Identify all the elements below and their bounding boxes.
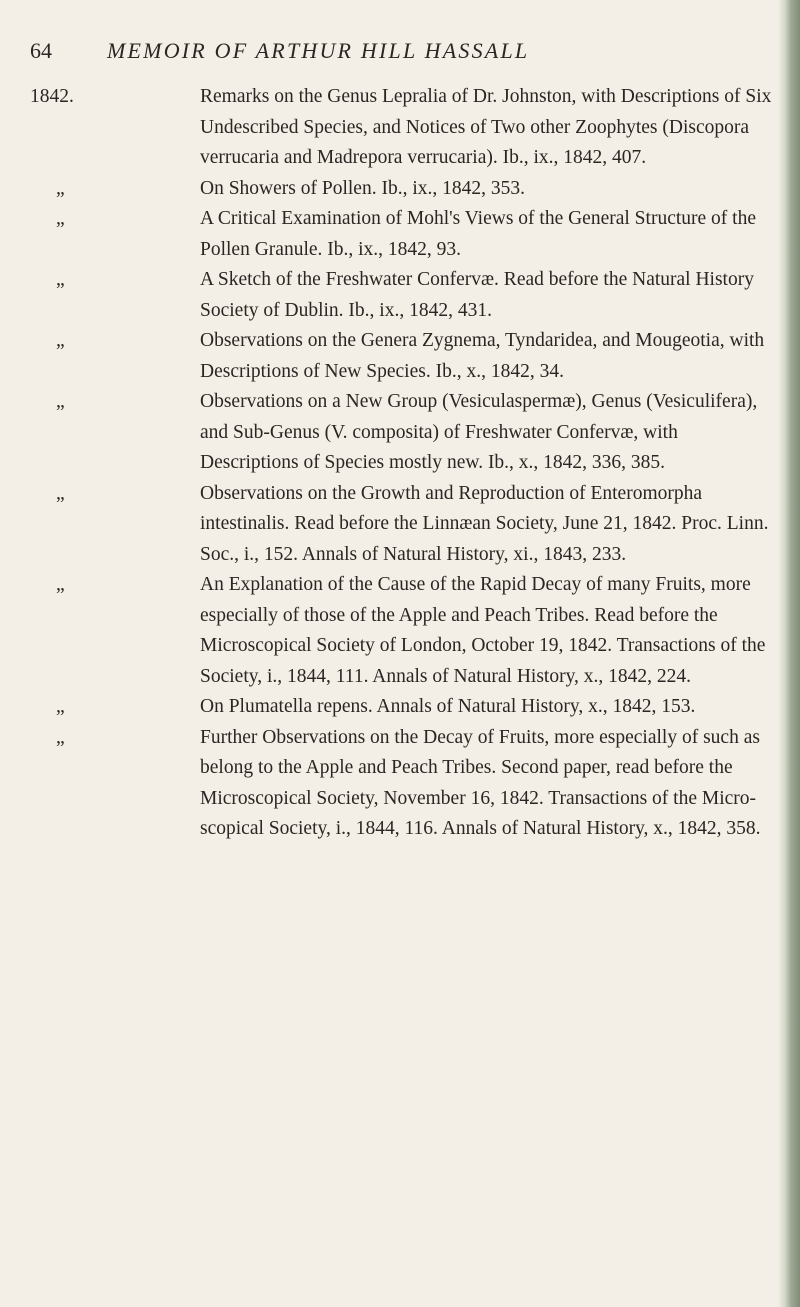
entry-ditto-mark: „ <box>56 269 65 290</box>
bibliography-entry <box>30 723 772 845</box>
entry-ditto-mark: „ <box>56 330 65 351</box>
entry-ditto-mark: „ <box>56 208 65 229</box>
entry-text: A Sketch of the Freshwater Confervæ. Read before the Natural History Society of Dublin. Ib., ix., 1842, 431. <box>200 269 754 321</box>
page-edge <box>778 0 800 1307</box>
entry-text: On Showers of Pollen. Ib., ix., 1842, 353. <box>200 177 525 199</box>
entry-ditto-mark: „ <box>56 574 65 595</box>
bibliography-entry <box>30 479 772 571</box>
entry-ditto-mark: „ <box>56 391 65 412</box>
entry-ditto-mark: „ <box>56 696 65 717</box>
entry-text: Remarks on the Genus Lepralia of Dr. Johnston, with Descriptions of Six Undescribed Species, and Notices of Two other Zoophytes (Discopora verrucaria and Madrepora verrucaria). Ib., ix., 1842, 407. <box>200 86 772 168</box>
entry-text: Observations on a New Group (Vesiculaspermæ), Genus (Vesiculifera), and Sub-Genus (V. composita) of Freshwater Confervæ, with Descriptions of Species mostly new. Ib., x., 1842, 336, 385. <box>200 391 758 473</box>
entry-text: A Critical Examination of Mohl's Views of the General Structure of the Pollen Granule. Ib., ix., 1842, 93. <box>200 208 756 260</box>
entry-text: Observations on the Genera Zygnema, Tyndaridea, and Mougeotia, with Descriptions of New Species. Ib., x., 1842, 34. <box>200 330 765 382</box>
bibliography-entry <box>30 265 772 326</box>
bibliography-entry <box>30 326 772 387</box>
bibliography-entry <box>30 692 772 723</box>
page-number: 64 <box>30 38 52 63</box>
entry-text: Observations on the Growth and Reproduction of Enteromorpha intestinalis. Read before the Linnæan Society, June 21, 1842. Proc. Linn. Soc., i., 152. Annals of Natural History, xi., 1843, 233. <box>200 482 769 565</box>
entry-year: 1842. <box>30 86 74 107</box>
entry-ditto-mark: „ <box>56 726 65 748</box>
bibliography-entry <box>30 174 772 205</box>
bibliography-entry <box>30 570 772 692</box>
entry-text: On Plumatella repens. Annals of Natural History, x., 1842, 153. <box>200 696 696 717</box>
bibliography-entry <box>30 204 772 265</box>
entry-text: Further Observations on the Decay of Fruits, more especially of such as belong to the Apple and Peach Tribes. Second paper, read before the Microscopical Society, November 16, 1842. Transactions of the Micro-scopical Society, i., 1844, 116. Annals of Natural History, x., 1842, 358. <box>200 726 761 839</box>
entry-ditto-mark: „ <box>56 482 65 504</box>
entry-text: An Explanation of the Cause of the Rapid Decay of many Fruits, more especially of those of the Apple and Peach Tribes. Read before the Microscopical Society of London, October 19, 1842. Transactions of the Society, i., 1844, 111. Annals of Natural History, x., 1842, 224. <box>200 574 766 687</box>
bibliography-list <box>30 82 772 845</box>
running-head: MEMOIR OF ARTHUR HILL HASSALL <box>107 38 530 63</box>
entry-ditto-mark: „ <box>56 177 65 199</box>
page-header <box>30 38 770 70</box>
bibliography-entry <box>30 82 772 174</box>
bibliography-entry <box>30 387 772 479</box>
